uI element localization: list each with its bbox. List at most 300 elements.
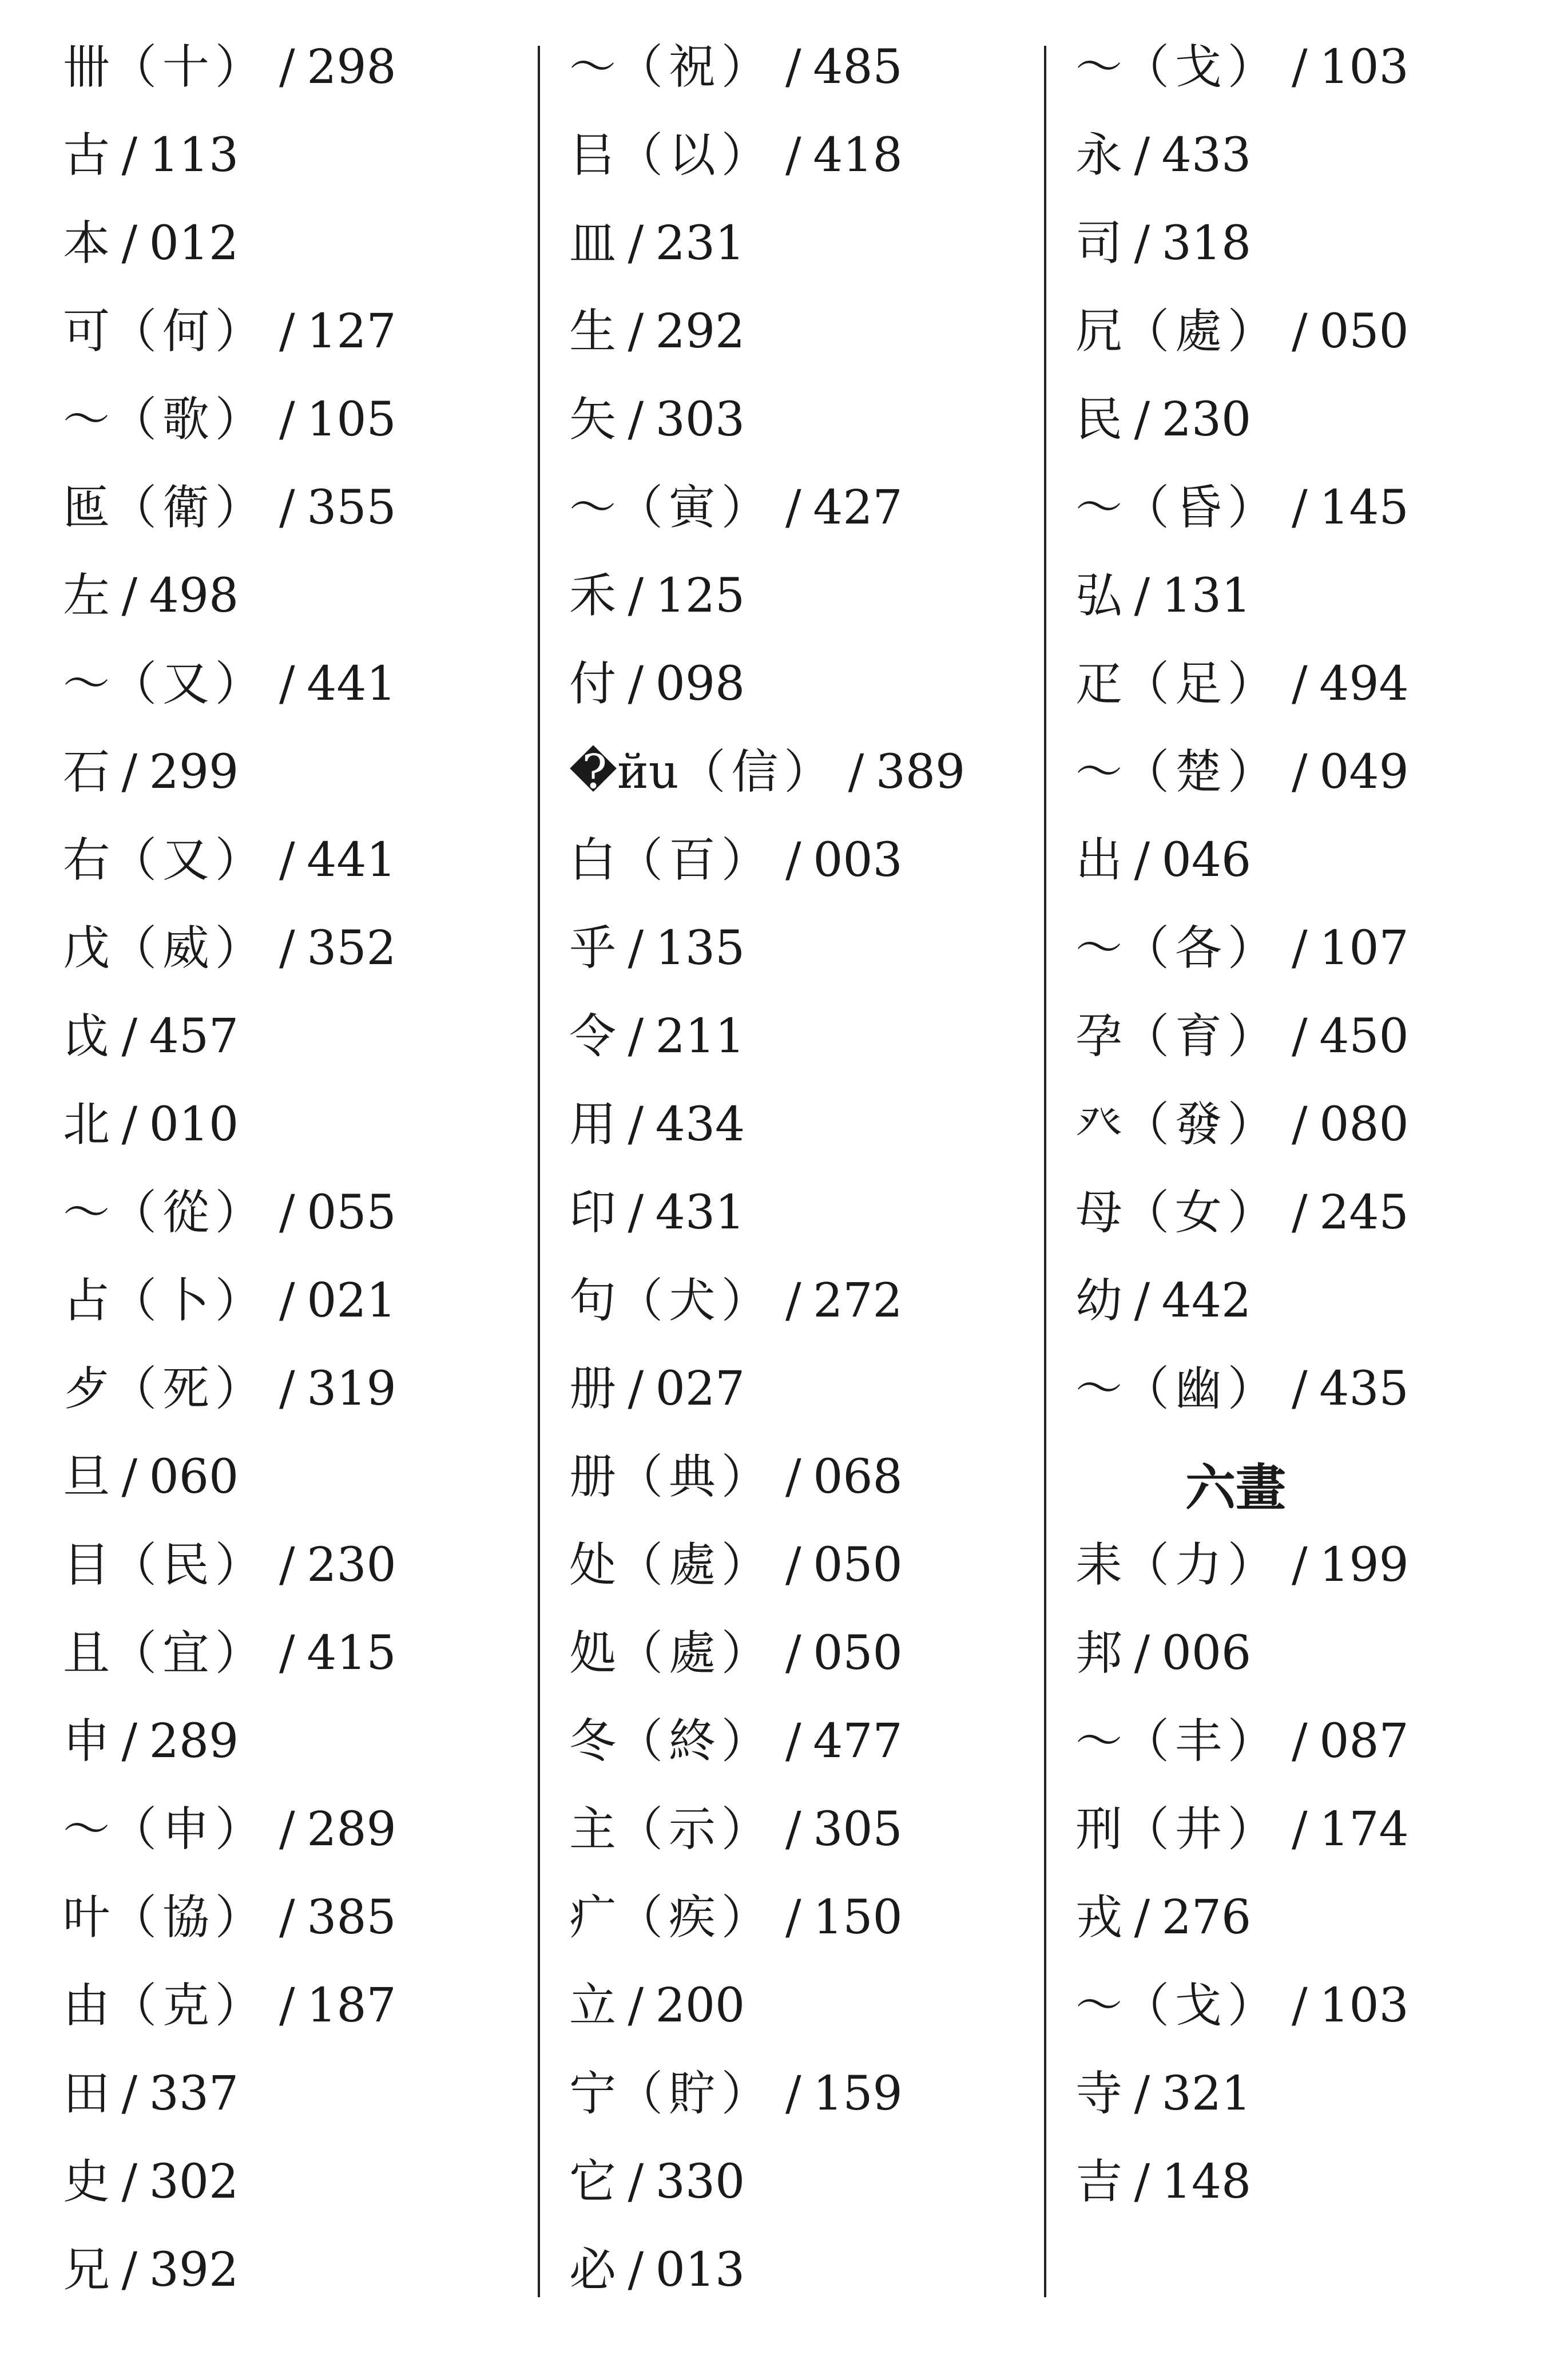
- entry-separator: /: [1292, 1714, 1308, 1769]
- entry-page-number: 321: [1161, 2067, 1252, 2121]
- entry-variant-note: （宜）: [110, 1626, 268, 1680]
- entry-page-number: 385: [307, 1890, 396, 1945]
- entry-character: 用: [569, 1097, 617, 1152]
- entry-page-number: 010: [149, 1097, 239, 1152]
- index-entry: [1075, 1708, 1545, 1797]
- entry-separator: /: [121, 2243, 138, 2297]
- entry-page-number: 148: [1161, 2155, 1252, 2209]
- entry-separator: /: [785, 2067, 801, 2121]
- entry-character: 右: [63, 833, 110, 887]
- index-entry: [1075, 299, 1545, 387]
- entry-variant-note: （力）: [1122, 1538, 1280, 1592]
- entry-separator: /: [1134, 128, 1150, 183]
- entry-separator: /: [628, 657, 644, 711]
- entry-page-number: 211: [655, 1009, 745, 1064]
- entry-page-number: 303: [655, 392, 745, 447]
- entry-separator: /: [1292, 481, 1308, 535]
- index-entry: [569, 2061, 1038, 2149]
- entry-separator: /: [1292, 1979, 1308, 2033]
- index-entry: [1075, 1268, 1545, 1356]
- column-divider: [1044, 46, 1046, 2297]
- entry-page-number: 319: [307, 1362, 396, 1416]
- entry-separator: /: [121, 128, 138, 183]
- entry-character: 出: [1075, 833, 1123, 887]
- index-entry: [569, 563, 1038, 651]
- entry-character: 由: [63, 1979, 110, 2033]
- index-entry: [1075, 1356, 1545, 1444]
- entry-character: 句: [569, 1274, 617, 1328]
- entry-character: 弘: [1075, 569, 1123, 623]
- entry-separator: /: [1292, 1538, 1308, 1592]
- index-column-1: [63, 34, 532, 2325]
- entry-separator: /: [628, 392, 644, 447]
- entry-page-number: 125: [655, 569, 745, 623]
- entry-variant-note: （終）: [616, 1714, 774, 1769]
- index-entry: [63, 1973, 532, 2061]
- entry-page-number: 049: [1319, 745, 1409, 799]
- entry-character: 史: [63, 2155, 110, 2209]
- entry-variant-note: （井）: [1122, 1802, 1280, 1857]
- entry-page-number: 352: [307, 921, 396, 976]
- entry-character: 本: [63, 216, 110, 271]
- entry-separator: /: [121, 1714, 138, 1769]
- entry-character: 矢: [569, 392, 617, 447]
- entry-separator: /: [785, 1538, 801, 1592]
- index-entry: [569, 1885, 1038, 1973]
- entry-separator: /: [279, 657, 295, 711]
- entry-variant-note: （卜）: [110, 1274, 268, 1328]
- entry-character: 册: [569, 1362, 617, 1416]
- index-entry: [1075, 1092, 1545, 1180]
- entry-character: ～: [63, 657, 110, 711]
- entry-page-number: 127: [307, 304, 396, 359]
- entry-separator: /: [1292, 304, 1308, 359]
- entry-character: 㠯: [569, 128, 617, 183]
- index-entry: [569, 387, 1038, 475]
- entry-character: 石: [63, 745, 110, 799]
- entry-character: 疒: [569, 1890, 617, 1945]
- entry-separator: /: [628, 569, 644, 623]
- index-entry: [63, 1444, 532, 1532]
- entry-variant-note: （犬）: [616, 1274, 774, 1328]
- index-entry: [569, 2237, 1038, 2325]
- entry-separator: /: [1292, 40, 1308, 94]
- entry-character: 印: [569, 1186, 617, 1240]
- entry-character: 癶: [1075, 1097, 1123, 1152]
- entry-page-number: 187: [307, 1979, 396, 2033]
- index-entry: [569, 739, 1038, 827]
- entry-character: ～: [1075, 921, 1123, 976]
- index-entry: [63, 2149, 532, 2237]
- entry-separator: /: [1134, 1890, 1150, 1945]
- index-entry: [1075, 739, 1545, 827]
- entry-character: ～: [63, 1802, 110, 1857]
- entry-variant-note: （育）: [1122, 1009, 1280, 1064]
- entry-character: 邦: [1075, 1626, 1123, 1680]
- entry-separator: /: [279, 392, 295, 447]
- entry-character: 叶: [63, 1890, 110, 1945]
- index-entry: [569, 651, 1038, 739]
- entry-variant-note: （貯）: [616, 2067, 774, 2121]
- index-entry: [63, 1092, 532, 1180]
- entry-character: 主: [569, 1802, 617, 1857]
- index-entry: [63, 2237, 532, 2325]
- entry-page-number: 080: [1319, 1097, 1409, 1152]
- entry-page-number: 305: [813, 1802, 903, 1857]
- entry-page-number: 060: [149, 1450, 239, 1504]
- entry-variant-note: （又）: [110, 657, 268, 711]
- entry-character: 疋: [1075, 657, 1123, 711]
- entry-page-number: 013: [655, 2243, 745, 2297]
- entry-variant-note: （以）: [616, 128, 774, 183]
- index-entry: [569, 34, 1038, 122]
- entry-separator: /: [785, 481, 801, 535]
- entry-character: 幼: [1075, 1274, 1123, 1328]
- index-entry: [1075, 1973, 1545, 2061]
- index-entry: [569, 1180, 1038, 1268]
- index-entry: [1075, 2061, 1545, 2149]
- entry-page-number: 289: [307, 1802, 396, 1857]
- entry-page-number: 298: [307, 40, 396, 94]
- entry-page-number: 302: [149, 2155, 239, 2209]
- entry-separator: /: [785, 1274, 801, 1328]
- index-entry: [1075, 1180, 1545, 1268]
- entry-variant-note: （示）: [616, 1802, 774, 1857]
- entry-separator: /: [121, 2155, 138, 2209]
- index-entry: [1075, 475, 1545, 563]
- entry-variant-note: （歌）: [110, 392, 268, 447]
- index-entry: [63, 1268, 532, 1356]
- entry-character: 处: [569, 1538, 617, 1592]
- entry-character: 申: [63, 1714, 110, 1769]
- entry-variant-note: （處）: [1122, 304, 1280, 359]
- entry-page-number: 087: [1319, 1714, 1409, 1769]
- index-entry: [569, 1797, 1038, 1885]
- entry-character: 耒: [1075, 1538, 1123, 1592]
- entry-page-number: 330: [655, 2155, 745, 2209]
- entry-separator: /: [1292, 921, 1308, 976]
- index-entry: [569, 1620, 1038, 1708]
- entry-character: 母: [1075, 1186, 1123, 1240]
- entry-separator: /: [279, 1979, 295, 2033]
- index-entry: [63, 34, 532, 122]
- entry-separator: /: [279, 1802, 295, 1857]
- entry-separator: /: [785, 40, 801, 94]
- entry-character: 册: [569, 1450, 617, 1504]
- entry-separator: /: [121, 1009, 138, 1064]
- entry-page-number: 441: [307, 833, 396, 887]
- entry-page-number: 103: [1319, 40, 1409, 94]
- entry-variant-note: （百）: [616, 833, 774, 887]
- entry-page-number: 434: [655, 1097, 745, 1152]
- entry-page-number: 431: [655, 1186, 745, 1240]
- entry-separator: /: [785, 1802, 801, 1857]
- entry-page-number: 498: [149, 569, 239, 623]
- entry-variant-note: （何）: [110, 304, 268, 359]
- entry-variant-note: （祝）: [616, 40, 774, 94]
- entry-character: 必: [569, 2243, 617, 2297]
- entry-page-number: 231: [655, 216, 745, 271]
- entry-page-number: 027: [655, 1362, 745, 1416]
- entry-variant-note: （昏）: [1122, 481, 1280, 535]
- index-entry: [1075, 915, 1545, 1004]
- entry-character: 孕: [1075, 1009, 1123, 1064]
- index-entry: [569, 827, 1038, 915]
- entry-page-number: 292: [655, 304, 745, 359]
- entry-character: 可: [63, 304, 110, 359]
- entry-page-number: 494: [1319, 657, 1409, 711]
- entry-page-number: 289: [149, 1714, 239, 1769]
- entry-character: ～: [1075, 745, 1123, 799]
- entry-separator: /: [1134, 392, 1150, 447]
- entry-character: 旦: [63, 1450, 110, 1504]
- entry-separator: /: [1134, 2155, 1150, 2209]
- entry-page-number: 272: [813, 1274, 903, 1328]
- entry-character: 匜: [63, 481, 110, 535]
- index-entry: [63, 1356, 532, 1444]
- section-heading: 六畫: [1185, 1458, 1286, 1517]
- entry-separator: /: [628, 1979, 644, 2033]
- entry-separator: /: [1292, 1097, 1308, 1152]
- entry-page-number: 150: [813, 1890, 903, 1945]
- entry-page-number: 012: [149, 216, 239, 271]
- entry-page-number: 442: [1161, 1274, 1252, 1328]
- entry-variant-note: （處）: [616, 1626, 774, 1680]
- index-entry: [569, 1532, 1038, 1620]
- entry-character: 冬: [569, 1714, 617, 1769]
- entry-character: ～: [63, 1186, 110, 1240]
- entry-character: �йu: [569, 745, 679, 799]
- entry-variant-note: （戈）: [1122, 1979, 1280, 2033]
- entry-character: 古: [63, 128, 110, 183]
- entry-character: ～: [569, 40, 617, 94]
- entry-page-number: 415: [307, 1626, 396, 1680]
- entry-separator: /: [628, 1097, 644, 1152]
- entry-variant-note: （從）: [110, 1186, 268, 1240]
- entry-character: 令: [569, 1009, 617, 1064]
- entry-character: 卌: [63, 40, 110, 94]
- entry-character: ～: [63, 392, 110, 447]
- index-entry: [63, 1885, 532, 1973]
- index-entry: [1075, 122, 1545, 211]
- entry-variant-note: （疾）: [616, 1890, 774, 1945]
- entry-character: 戊: [63, 921, 110, 976]
- entry-character: 司: [1075, 216, 1123, 271]
- entry-character: 北: [63, 1097, 110, 1152]
- entry-separator: /: [121, 1450, 138, 1504]
- entry-page-number: 050: [1319, 304, 1409, 359]
- entry-variant-note: （申）: [110, 1802, 268, 1857]
- entry-variant-note: （克）: [110, 1979, 268, 2033]
- index-entry: [63, 122, 532, 211]
- index-entry: [1075, 1797, 1545, 1885]
- entry-page-number: 145: [1319, 481, 1409, 535]
- index-entry: [63, 299, 532, 387]
- index-entry: [569, 1356, 1038, 1444]
- entry-character: 永: [1075, 128, 1123, 183]
- index-entry: [63, 1532, 532, 1620]
- index-entry: [569, 299, 1038, 387]
- entry-character: 凥: [1075, 304, 1123, 359]
- entry-character: 歺: [63, 1362, 110, 1416]
- entry-character: 処: [569, 1626, 617, 1680]
- entry-separator: /: [1134, 1274, 1150, 1328]
- entry-character: 付: [569, 657, 617, 711]
- entry-variant-note: （衛）: [110, 481, 268, 535]
- entry-variant-note: （發）: [1122, 1097, 1280, 1152]
- entry-character: 兄: [63, 2243, 110, 2297]
- column-divider: [538, 46, 540, 2297]
- index-entry: [63, 387, 532, 475]
- entry-separator: /: [121, 1097, 138, 1152]
- entry-page-number: 230: [1161, 392, 1252, 447]
- entry-page-number: 159: [813, 2067, 903, 2121]
- entry-variant-note: （又）: [110, 833, 268, 887]
- entry-separator: /: [279, 1274, 295, 1328]
- index-entry: [569, 1004, 1038, 1092]
- entry-page-number: 135: [655, 921, 745, 976]
- entry-page-number: 435: [1319, 1362, 1409, 1416]
- index-entry: [1075, 1620, 1545, 1708]
- entry-separator: /: [1292, 1009, 1308, 1064]
- entry-variant-note: （各）: [1122, 921, 1280, 976]
- entry-page-number: 103: [1319, 1979, 1409, 2033]
- entry-page-number: 477: [813, 1714, 903, 1769]
- entry-page-number: 174: [1319, 1802, 1409, 1857]
- entry-separator: /: [628, 1362, 644, 1416]
- entry-page-number: 245: [1319, 1186, 1409, 1240]
- index-entry: [63, 1620, 532, 1708]
- entry-separator: /: [279, 1890, 295, 1945]
- index-entry: [1075, 1532, 1545, 1620]
- entry-character: 立: [569, 1979, 617, 2033]
- entry-page-number: 003: [813, 833, 903, 887]
- entry-separator: /: [1134, 1626, 1150, 1680]
- entry-character: ～: [1075, 481, 1123, 535]
- entry-page-number: 050: [813, 1626, 903, 1680]
- entry-separator: /: [628, 921, 644, 976]
- entry-separator: /: [279, 1362, 295, 1416]
- entry-variant-note: （丰）: [1122, 1714, 1280, 1769]
- entry-page-number: 068: [813, 1450, 903, 1504]
- entry-variant-note: （典）: [616, 1450, 774, 1504]
- entry-separator: /: [785, 1890, 801, 1945]
- entry-character: 戉: [63, 1009, 110, 1064]
- entry-page-number: 113: [149, 128, 239, 183]
- entry-variant-note: （十）: [110, 40, 268, 94]
- entry-character: 目: [63, 1538, 110, 1592]
- index-entry: [569, 475, 1038, 563]
- entry-separator: /: [279, 481, 295, 535]
- entry-variant-note: （協）: [110, 1890, 268, 1945]
- entry-separator: /: [628, 1186, 644, 1240]
- entry-separator: /: [1292, 657, 1308, 711]
- index-entry: [569, 1708, 1038, 1797]
- index-entry: [63, 915, 532, 1004]
- index-entry: [63, 1180, 532, 1268]
- index-entry: [63, 1797, 532, 1885]
- entry-separator: /: [1134, 216, 1150, 271]
- entry-page-number: 200: [655, 1979, 745, 2033]
- entry-separator: /: [279, 1186, 295, 1240]
- entry-page-number: 098: [655, 657, 745, 711]
- entry-variant-note: （民）: [110, 1538, 268, 1592]
- index-entry: [1075, 563, 1545, 651]
- entry-variant-note: （處）: [616, 1538, 774, 1592]
- entry-character: ～: [569, 481, 617, 535]
- entry-page-number: 450: [1319, 1009, 1409, 1064]
- entry-separator: /: [121, 745, 138, 799]
- entry-character: ～: [1075, 1979, 1123, 2033]
- index-entry: [63, 1708, 532, 1797]
- index-entry: [63, 1004, 532, 1092]
- entry-page-number: 337: [149, 2067, 239, 2121]
- entry-page-number: 050: [813, 1538, 903, 1592]
- entry-separator: /: [628, 2243, 644, 2297]
- index-column-2: [569, 34, 1038, 2325]
- index-entry: [63, 739, 532, 827]
- index-entry: [63, 2061, 532, 2149]
- entry-page-number: 276: [1161, 1890, 1252, 1945]
- index-entry: [1075, 1885, 1545, 1973]
- entry-page-number: 299: [149, 745, 239, 799]
- index-entry: [569, 211, 1038, 299]
- entry-separator: /: [785, 1626, 801, 1680]
- entry-page-number: 418: [813, 128, 903, 183]
- entry-separator: /: [1292, 1362, 1308, 1416]
- entry-page-number: 230: [307, 1538, 396, 1592]
- entry-page-number: 441: [307, 657, 396, 711]
- entry-variant-note: （楚）: [1122, 745, 1280, 799]
- entry-variant-note: （威）: [110, 921, 268, 976]
- entry-page-number: 433: [1161, 128, 1252, 183]
- entry-variant-note: （幽）: [1122, 1362, 1280, 1416]
- index-entry: [569, 915, 1038, 1004]
- entry-separator: /: [628, 1009, 644, 1064]
- entry-character: 刑: [1075, 1802, 1123, 1857]
- entry-separator: /: [279, 1626, 295, 1680]
- entry-separator: /: [1292, 1802, 1308, 1857]
- entry-variant-note: （足）: [1122, 657, 1280, 711]
- entry-page-number: 046: [1161, 833, 1252, 887]
- entry-separator: /: [785, 1714, 801, 1769]
- index-entry: [1075, 651, 1545, 739]
- index-entry: [1075, 827, 1545, 915]
- index-entry: [1075, 2149, 1545, 2237]
- index-entry: [1075, 34, 1545, 122]
- entry-separator: /: [279, 1538, 295, 1592]
- entry-separator: /: [279, 833, 295, 887]
- entry-page-number: 055: [307, 1186, 396, 1240]
- entry-character: 民: [1075, 392, 1123, 447]
- entry-separator: /: [785, 833, 801, 887]
- entry-separator: /: [121, 569, 138, 623]
- index-entry: [569, 1268, 1038, 1356]
- entry-character: ～: [1075, 1714, 1123, 1769]
- entry-variant-note: （死）: [110, 1362, 268, 1416]
- index-entry: [569, 1973, 1038, 2061]
- entry-page-number: 427: [813, 481, 903, 535]
- entry-separator: /: [628, 2155, 644, 2209]
- entry-character: 且: [63, 1626, 110, 1680]
- entry-separator: /: [279, 921, 295, 976]
- entry-page-number: 392: [149, 2243, 239, 2297]
- entry-variant-note: （寅）: [616, 481, 774, 535]
- entry-page-number: 131: [1161, 569, 1252, 623]
- entry-character: 寺: [1075, 2067, 1123, 2121]
- entry-separator: /: [279, 304, 295, 359]
- index-entry: [1075, 387, 1545, 475]
